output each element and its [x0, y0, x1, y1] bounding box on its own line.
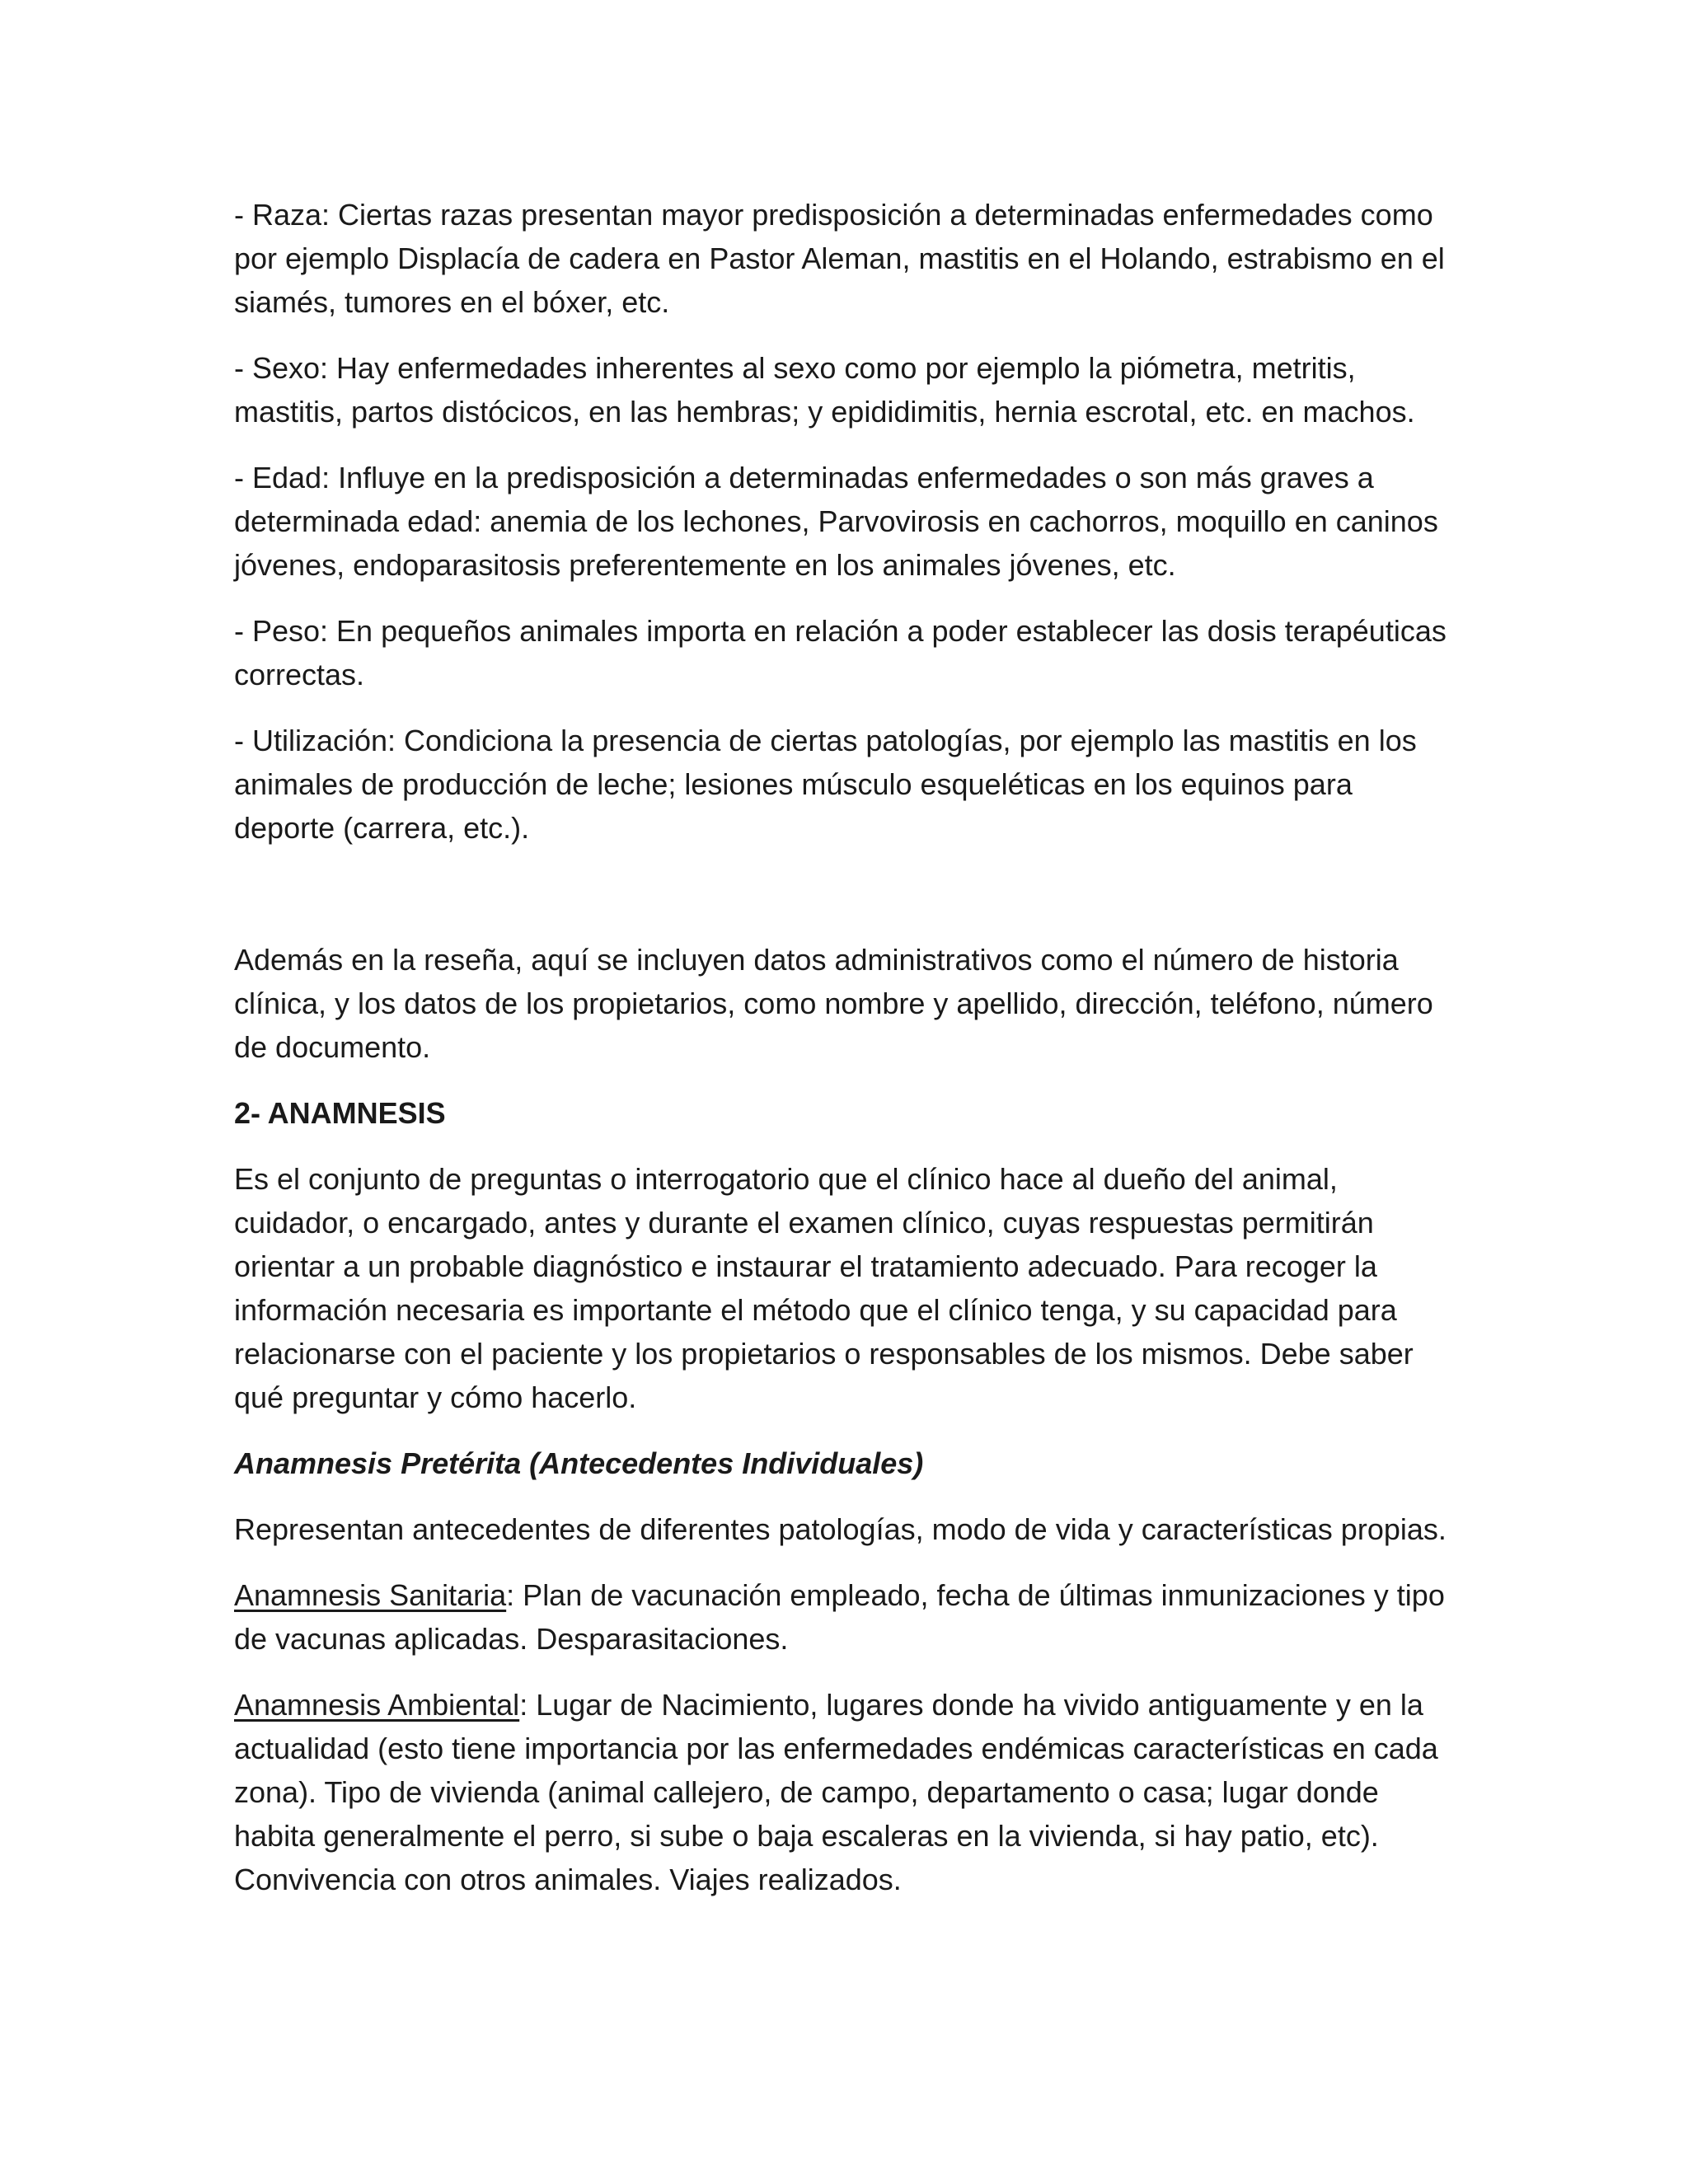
label-anamnesis-sanitaria: Anamnesis Sanitaria — [234, 1578, 507, 1612]
paragraph-utilizacion: - Utilización: Condiciona la presencia de ciertas patologías, por ejemplo las mastitis en los animales de producción de leche; lesiones músculo esqueléticas en los equinos para deporte (carrera, etc.). — [234, 724, 1417, 845]
label-anamnesis-ambiental: Anamnesis Ambiental — [234, 1688, 520, 1722]
paragraph-raza: - Raza: Ciertas razas presentan mayor predisposición a determinadas enfermedades como por ejemplo Displacía de cadera en Pastor Aleman, mastitis en el Holando, estrabismo en el siamés, tumores en el bóxer, etc. — [234, 198, 1445, 319]
paragraph-ambiental — [234, 1683, 1454, 1901]
paragraph-peso: - Peso: En pequeños animales importa en relación a poder establecer las dosis terapéuticas correctas. — [234, 614, 1447, 691]
paragraph-sanitaria — [234, 1573, 1454, 1661]
text-anamnesis-ambiental: : Lugar de Nacimiento, lugares donde ha vivido antiguamente y en la actualidad (esto tiene importancia por las enfermedades endémicas características en cada zona). Tipo de vivienda (animal callejero, de campo, departamento o casa; lugar donde habita generalmente el perro, si sube o baja escaleras en la vivienda, si hay patio, etc). Convivencia con otros animales. Viajes realizados. — [234, 1688, 1438, 1896]
document-body — [234, 193, 1454, 1924]
paragraph-spacer — [234, 872, 1454, 938]
section-heading-anamnesis: 2- ANAMNESIS — [234, 1096, 446, 1130]
paragraph-anamnesis-intro: Es el conjunto de preguntas o interrogatorio que el clínico hace al dueño del animal, cuidador, o encargado, antes y durante el examen clínico, cuyas respuestas permitirán orientar a un probable diagnóstico e instaurar el tratamiento adecuado. Para recoger la información necesaria es importante el método que el clínico tenga, y su capacidad para relacionarse con el paciente y los propietarios o responsables de los mismos. Debe saber qué preguntar y cómo hacerlo. — [234, 1162, 1414, 1414]
paragraph-resena: Además en la reseña, aquí se incluyen datos administrativos como el número de historia clínica, y los datos de los propietarios, como nombre y apellido, dirección, teléfono, número de documento. — [234, 943, 1433, 1064]
text-anamnesis-sanitaria: : Plan de vacunación empleado, fecha de últimas inmunizaciones y tipo de vacunas aplicadas. Desparasitaciones. — [234, 1578, 1445, 1656]
paragraph-sexo: - Sexo: Hay enfermedades inherentes al sexo como por ejemplo la piómetra, metritis, mastitis, partos distócicos, en las hembras; y epididimitis, hernia escrotal, etc. en machos. — [234, 351, 1415, 429]
paragraph-preterita: Representan antecedentes de diferentes patologías, modo de vida y características propias. — [234, 1512, 1447, 1546]
subheading-anamnesis-preterita: Anamnesis Pretérita (Antecedentes Individuales) — [234, 1446, 924, 1480]
paragraph-edad: - Edad: Influye en la predisposición a determinadas enfermedades o son más graves a determinada edad: anemia de los lechones, Parvovirosis en cachorros, moquillo en caninos jóvenes, endoparasitosis preferentemente en los animales jóvenes, etc. — [234, 461, 1438, 582]
